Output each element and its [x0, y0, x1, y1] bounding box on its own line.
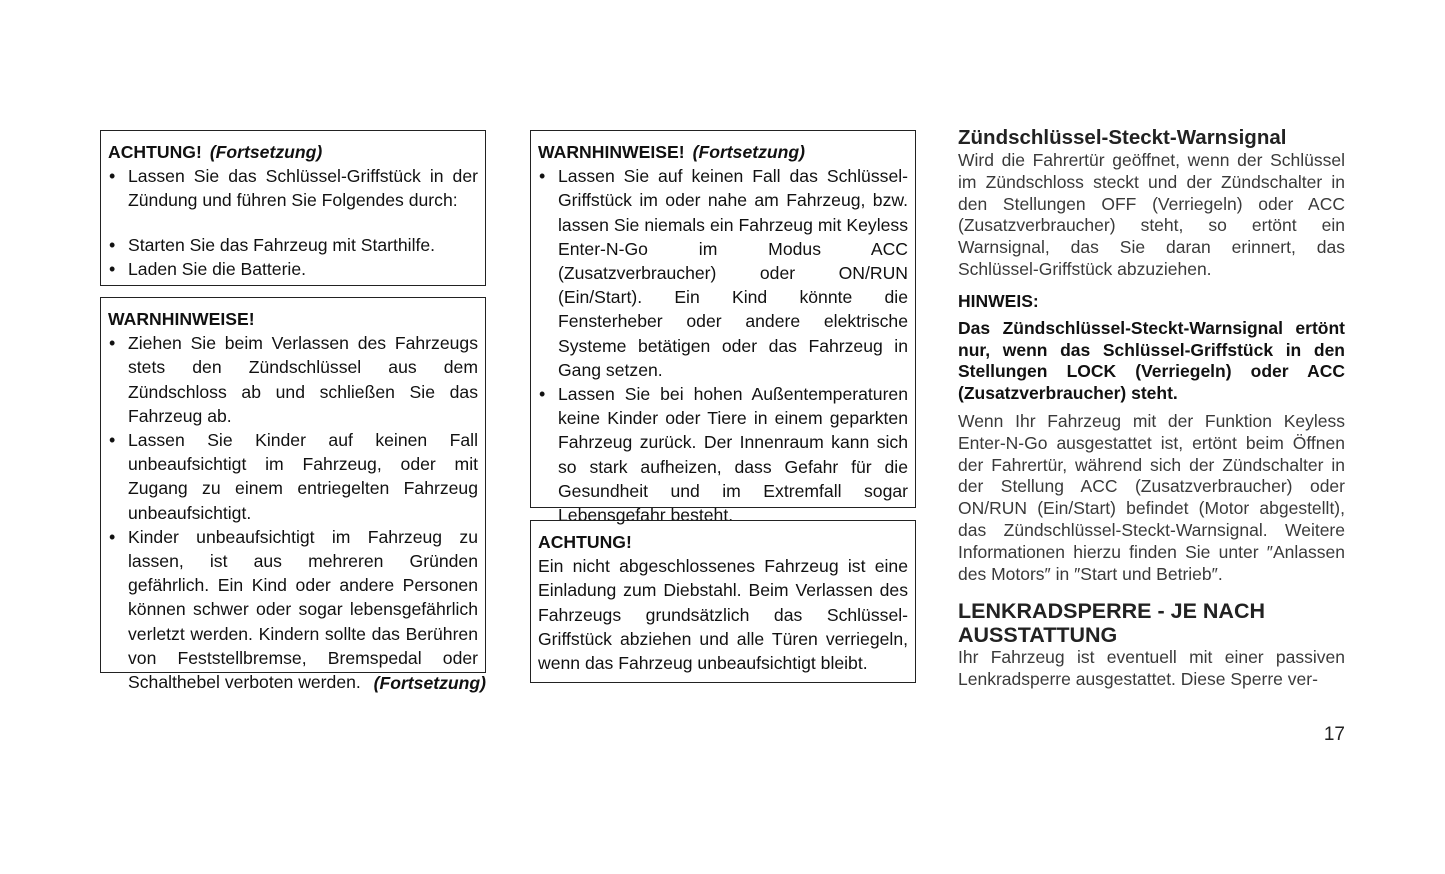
note-label: HINWEIS: — [958, 290, 1039, 311]
list-item: • Lassen Sie das Schlüssel-Griffstück in der Zündung und führen Sie Folgendes durch: — [108, 164, 478, 212]
achtung-box — [530, 520, 916, 683]
list-item: • Laden Sie die Batterie. — [108, 257, 478, 281]
box-text: Ein nicht abgeschlossenes Fahrzeug ist eine Einladung zum Diebstahl. Beim Verlassen des Fahrzeugs grundsätzlich das Schlüssel-Griffstück abziehen und alle Türen verriegeln, wenn das Fahrzeug unbeaufsichtigt bleibt. — [538, 556, 908, 674]
paragraph: Wenn Ihr Fahrzeug mit der Funktion Keyless Enter-N-Go ausgestattet ist, ertönt beim Öffnen der Fahrertür, während sich der Zündschalter in der Stellung ACC (Zusatzverbraucher) oder ON/RUN (Ein/Start) befindet (Motor abgestellt), das Zündschlüssel-Steckt-Warnsignal. Weitere Informationen hierzu finden Sie unter ″Anlassen des Motors″ in ″Start und Betrieb″. — [958, 410, 1345, 584]
list-item: • Lassen Sie auf keinen Fall das Schlüssel-Griffstück im oder nahe am Fahrzeug, bzw. lassen Sie niemals ein Fahrzeug mit Keyless Enter-N-Go im Modus ACC (Zusatzverbraucher) oder ON/RUN (Ein/Start). Ein Kind könnte die Fensterheber oder andere elektrische Systeme betätigen oder das Fahrzeug in Gang setzen. — [538, 164, 908, 382]
heading-text: WARNHINWEISE! — [538, 142, 685, 162]
page-number: 17 — [1323, 724, 1345, 745]
heading-text: ACHTUNG! — [108, 142, 202, 162]
continued-footer: (Fortsetzung) — [373, 673, 486, 693]
right-column — [958, 126, 1345, 691]
section-text: Ihr Fahrzeug ist eventuell mit einer passiven Lenkradsperre ausgestattet. Diese Sperre ver- — [958, 647, 1345, 690]
bullet-list — [108, 164, 478, 281]
list-item: • Starten Sie das Fahrzeug mit Starthilfe. — [108, 233, 478, 257]
continued-label: (Fortsetzung) — [692, 142, 805, 162]
box-heading: WARNHINWEISE! — [108, 309, 255, 329]
note-text: Das Zündschlüssel-Steckt-Warnsignal ertönt nur, wenn das Schlüssel-Griffstück in den Stellungen LOCK (Verriegeln) oder ACC (Zusatzverbraucher) steht. — [958, 317, 1345, 404]
list-item: • Ziehen Sie beim Verlassen des Fahrzeugs stets den Zündschlüssel aus dem Zündschloss ab und schließen Sie das Fahrzeug ab. — [108, 331, 478, 428]
list-item: • Lassen Sie Kinder auf keinen Fall unbeaufsichtigt im Fahrzeug, oder mit Zugang zu einem entriegelten Fahrzeug unbeaufsichtigt. — [108, 428, 478, 525]
section-title: Zündschlüssel-Steckt-Warnsignal — [958, 126, 1287, 149]
bullet-list — [538, 164, 908, 527]
section-text: Wird die Fahrertür geöffnet, wenn der Schlüssel im Zündschloss steckt und der Zündschalter in den Stellungen OFF (Verriegeln) oder ACC (Zusatzverbraucher) steht, so ertönt ein Warnsignal, das Sie daran erinnert, das Schlüssel-Griffstück abzuziehen. — [958, 150, 1345, 279]
list-item: • Lassen Sie bei hohen Außentemperaturen keine Kinder oder Tiere in einem geparkten Fahrzeug zurück. Der Innenraum kann sich so stark aufheizen, dass Gefahr für die Gesundheit und im Extremfall sogar Lebensgefahr besteht. — [538, 382, 908, 527]
box-heading — [108, 140, 478, 164]
continued-label: (Fortsetzung) — [209, 142, 323, 162]
box-heading: ACHTUNG! — [538, 532, 632, 552]
achtung-continued-box — [100, 130, 486, 286]
bullet-list — [108, 331, 478, 694]
warnhinweise-continued-box — [530, 130, 916, 526]
list-item: • Kinder unbeaufsichtigt im Fahrzeug zu lassen, ist aus mehreren Gründen gefährlich. Ein Kind oder andere Personen können schwer oder sogar lebensgefährlich verletzt werden. Kindern sollte das Berühren von Feststellbremse, Bremspedal oder Schalthebel verboten werden. — [108, 525, 478, 694]
box-heading — [538, 140, 908, 164]
section-title: LENKRADSPERRE - JE NACH AUSSTATTUNG — [958, 599, 1266, 648]
